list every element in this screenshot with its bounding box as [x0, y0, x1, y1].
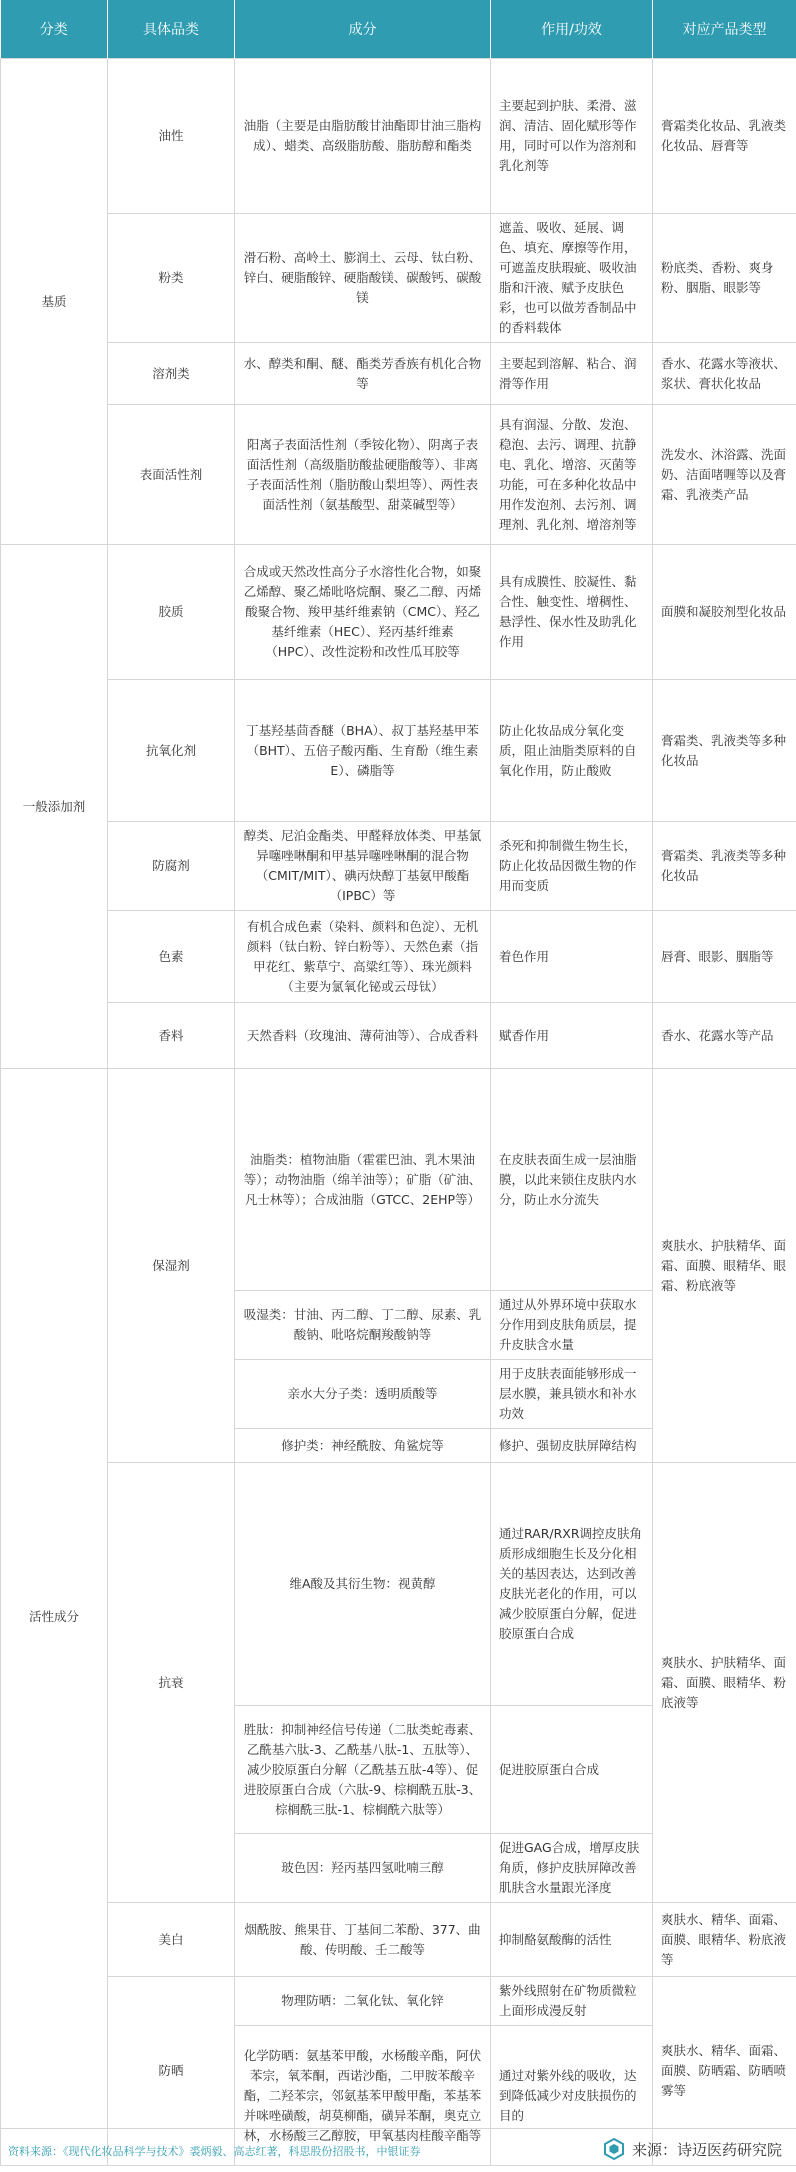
subcategory-cell: 油性 — [108, 59, 235, 214]
components-cell: 油脂类：植物油脂（霍霍巴油、乳木果油等）；动物油脂（绵羊油等）；矿脂（矿油、凡士林等）；合成油脂（GTCC、2EHP等） — [235, 1069, 491, 1291]
subcategory-cell: 抗氧化剂 — [108, 680, 235, 822]
product-cell: 洗发水、沐浴露、洗面奶、洁面啫喱等以及膏霜、乳液类产品 — [653, 405, 796, 545]
components-cell: 修护类：神经酰胺、角鲨烷等 — [235, 1429, 491, 1463]
table-row — [1, 59, 796, 214]
subcategory-cell: 防腐剂 — [108, 822, 235, 911]
components-cell: 烟酰胺、熊果苷、丁基间二苯酚、377、曲酸、传明酸、壬二酸等 — [235, 1903, 491, 1977]
category-cell: 基质 — [1, 59, 108, 545]
table-row — [1, 214, 796, 343]
product-cell: 爽肤水、精华、面霜、面膜、防晒霜、防晒喷雾等 — [653, 1977, 796, 2166]
product-cell: 膏霜类化妆品、乳液类化妆品、唇膏等 — [653, 59, 796, 214]
header-category: 分类 — [1, 0, 108, 59]
product-cell: 面膜和凝胶剂型化妆品 — [653, 545, 796, 680]
components-cell: 化学防晒：氨基苯甲酸，水杨酸辛酯，阿伏苯宗，氧苯酮，西诺沙酯，二甲胺苯酸辛酯，二羟苯宗，邻氨基苯甲酸甲酯，苯基苯并咪唑磺酸，胡莫柳酯，磺异苯酮，奥克立林，水杨酸三乙醇胺，甲氧基肉桂酸辛酯等 — [235, 2026, 491, 2166]
components-cell: 合成或天然改性高分子水溶性化合物，如聚乙烯醇、聚乙烯吡咯烷酮、聚乙二醇、丙烯酸聚合物、羧甲基纤维素钠（CMC）、羟乙基纤维素（HEC）、羟丙基纤维素（HPC）、改性淀粉和改性瓜耳胶等 — [235, 545, 491, 680]
components-cell: 物理防晒：二氧化钛、氧化锌 — [235, 1977, 491, 2026]
components-cell: 阳离子表面活性剂（季铵化物）、阴离子表面活性剂（高级脂肪酸盐硬脂酸等）、非离子表面活性剂（脂肪酸山梨坦等）、两性表面活性剂（氨基酸型、甜菜碱型等） — [235, 405, 491, 545]
subcategory-cell: 表面活性剂 — [108, 405, 235, 545]
table-row — [1, 680, 796, 822]
header-subcategory: 具体品类 — [108, 0, 235, 59]
brand-logo-icon — [602, 2137, 626, 2161]
function-cell: 防止化妆品成分氧化变质，阻止油脂类原料的自氧化作用，防止酸败 — [491, 680, 653, 822]
function-cell: 在皮肤表面生成一层油脂膜，以此来锁住皮肤内水分，防止水分流失 — [491, 1069, 653, 1291]
table-row — [1, 1977, 796, 2026]
header-product: 对应产品类型 — [653, 0, 796, 59]
function-cell: 主要起到溶解、粘合、润滑等作用 — [491, 343, 653, 405]
source-note: 资料来源：《现代化妆品科学与技术》裘炳毅、高志红著，科思股份招股书，中银证券 — [8, 2143, 421, 2159]
table-row — [1, 545, 796, 680]
footer — [0, 2128, 796, 2172]
brand-text: 来源：诗迈医药研究院 — [632, 2139, 782, 2160]
table-row — [1, 1003, 796, 1069]
table-row — [1, 822, 796, 911]
subcategory-cell: 粉类 — [108, 214, 235, 343]
function-cell: 紫外线照射在矿物质微粒上面形成漫反射 — [491, 1977, 653, 2026]
function-cell: 具有润湿、分散、发泡、稳泡、去污、调理、抗静电、乳化、增溶、灭菌等功能，可在多种化妆品中用作发泡剂、去污剂、调理剂、乳化剂、增溶剂等 — [491, 405, 653, 545]
category-cell: 一般添加剂 — [1, 545, 108, 1069]
components-cell: 维A酸及其衍生物：视黄醇 — [235, 1463, 491, 1706]
components-cell: 水、醇类和酮、醚、酯类芳香族有机化合物等 — [235, 343, 491, 405]
components-cell: 丁基羟基茴香醚（BHA）、叔丁基羟基甲苯（BHT）、五倍子酸丙酯、生育酚（维生素E）、磷脂等 — [235, 680, 491, 822]
subcategory-cell: 保湿剂 — [108, 1069, 235, 1463]
function-cell: 遮盖、吸收、延展、调色、填充、摩擦等作用，可遮盖皮肤瑕疵、吸收油脂和汗液、赋予皮肤色彩，也可以做芳香制品中的香料载体 — [491, 214, 653, 343]
function-cell: 修护、强韧皮肤屏障结构 — [491, 1429, 653, 1463]
function-cell: 着色作用 — [491, 911, 653, 1003]
table-row — [1, 1069, 796, 1291]
function-cell: 主要起到护肤、柔滑、滋润、清洁、固化赋形等作用，同时可以作为溶剂和乳化剂等 — [491, 59, 653, 214]
product-cell: 爽肤水、护肤精华、面霜、面膜、眼精华、眼霜、粉底液等 — [653, 1069, 796, 1463]
function-cell: 通过RAR/RXR调控皮肤角质形成细胞生长及分化相关的基因表达，达到改善皮肤光老化的作用，可以减少胶原蛋白分解，促进胶原蛋白合成 — [491, 1463, 653, 1706]
table-row — [1, 343, 796, 405]
header-components: 成分 — [235, 0, 491, 59]
components-cell: 油脂（主要是由脂肪酸甘油酯即甘油三脂构成）、蜡类、高级脂肪酸、脂肪醇和酯类 — [235, 59, 491, 214]
components-cell: 天然香料（玫瑰油、薄荷油等）、合成香料 — [235, 1003, 491, 1069]
function-cell: 促进GAG合成，增厚皮肤角质，修护皮肤屏障改善肌肤含水量跟光泽度 — [491, 1834, 653, 1903]
table-row — [1, 1463, 796, 1706]
function-cell: 通过对紫外线的吸收，达到降低减少对皮肤损伤的目的 — [491, 2026, 653, 2166]
table-header-row — [1, 0, 796, 59]
components-cell: 滑石粉、高岭土、膨润土、云母、钛白粉、锌白、硬脂酸锌、硬脂酸镁、碳酸钙、碳酸镁 — [235, 214, 491, 343]
product-cell: 粉底类、香粉、爽身粉、胭脂、眼影等 — [653, 214, 796, 343]
subcategory-cell: 色素 — [108, 911, 235, 1003]
product-cell: 香水、花露水等液状、浆状、膏状化妆品 — [653, 343, 796, 405]
function-cell: 通过从外界环境中获取水分作用到皮肤角质层，提升皮肤含水量 — [491, 1291, 653, 1360]
subcategory-cell: 防晒 — [108, 1977, 235, 2166]
category-cell: 活性成分 — [1, 1069, 108, 2166]
header-function: 作用/功效 — [491, 0, 653, 59]
function-cell: 促进胶原蛋白合成 — [491, 1706, 653, 1834]
components-cell: 有机合成色素（染料、颜料和色淀）、无机颜料（钛白粉、锌白粉等）、天然色素（指甲花红、紫草宁、高粱红等）、珠光颜料（主要为氯氧化铋或云母钛） — [235, 911, 491, 1003]
product-cell: 爽肤水、精华、面霜、面膜、眼精华、粉底液等 — [653, 1903, 796, 1977]
components-cell: 胜肽：抑制神经信号传递（二肽类蛇毒素、乙酰基六肽-3、乙酰基八肽-1、五肽等）、减少胶原蛋白分解（乙酰基五肽-4等）、促进胶原蛋白合成（六肽-9、棕榈酰五肽-3、棕榈酰三肽-1、棕榈酰六肽等） — [235, 1706, 491, 1834]
subcategory-cell: 胶质 — [108, 545, 235, 680]
table-row — [1, 405, 796, 545]
product-cell: 唇膏、眼影、胭脂等 — [653, 911, 796, 1003]
components-cell: 亲水大分子类：透明质酸等 — [235, 1360, 491, 1429]
subcategory-cell: 香料 — [108, 1003, 235, 1069]
components-cell: 醇类、尼泊金酯类、甲醛释放体类、甲基氯异噻唑啉酮和甲基异噻唑啉酮的混合物（CMIT/MIT）、碘丙炔醇丁基氨甲酸酯（IPBC）等 — [235, 822, 491, 911]
brand-credit — [602, 2137, 782, 2161]
components-cell: 吸湿类：甘油、丙二醇、丁二醇、尿素、乳酸钠、吡咯烷酮羧酸钠等 — [235, 1291, 491, 1360]
subcategory-cell: 溶剂类 — [108, 343, 235, 405]
subcategory-cell: 抗衰 — [108, 1463, 235, 1903]
function-cell: 用于皮肤表面能够形成一层水膜，兼具锁水和补水功效 — [491, 1360, 653, 1429]
table-row — [1, 1903, 796, 1977]
function-cell: 抑制酪氨酸酶的活性 — [491, 1903, 653, 1977]
function-cell: 赋香作用 — [491, 1003, 653, 1069]
subcategory-cell: 美白 — [108, 1903, 235, 1977]
table-row — [1, 911, 796, 1003]
components-cell: 玻色因：羟丙基四氢吡喃三醇 — [235, 1834, 491, 1903]
product-cell: 膏霜类、乳液类等多种化妆品 — [653, 680, 796, 822]
product-cell: 膏霜类、乳液类等多种化妆品 — [653, 822, 796, 911]
function-cell: 具有成膜性、胶凝性、黏合性、触变性、增稠性、悬浮性、保水性及助乳化作用 — [491, 545, 653, 680]
function-cell: 杀死和抑制微生物生长，防止化妆品因微生物的作用而变质 — [491, 822, 653, 911]
product-cell: 爽肤水、护肤精华、面霜、面膜、眼精华、粉底液等 — [653, 1463, 796, 1903]
product-cell: 香水、花露水等产品 — [653, 1003, 796, 1069]
